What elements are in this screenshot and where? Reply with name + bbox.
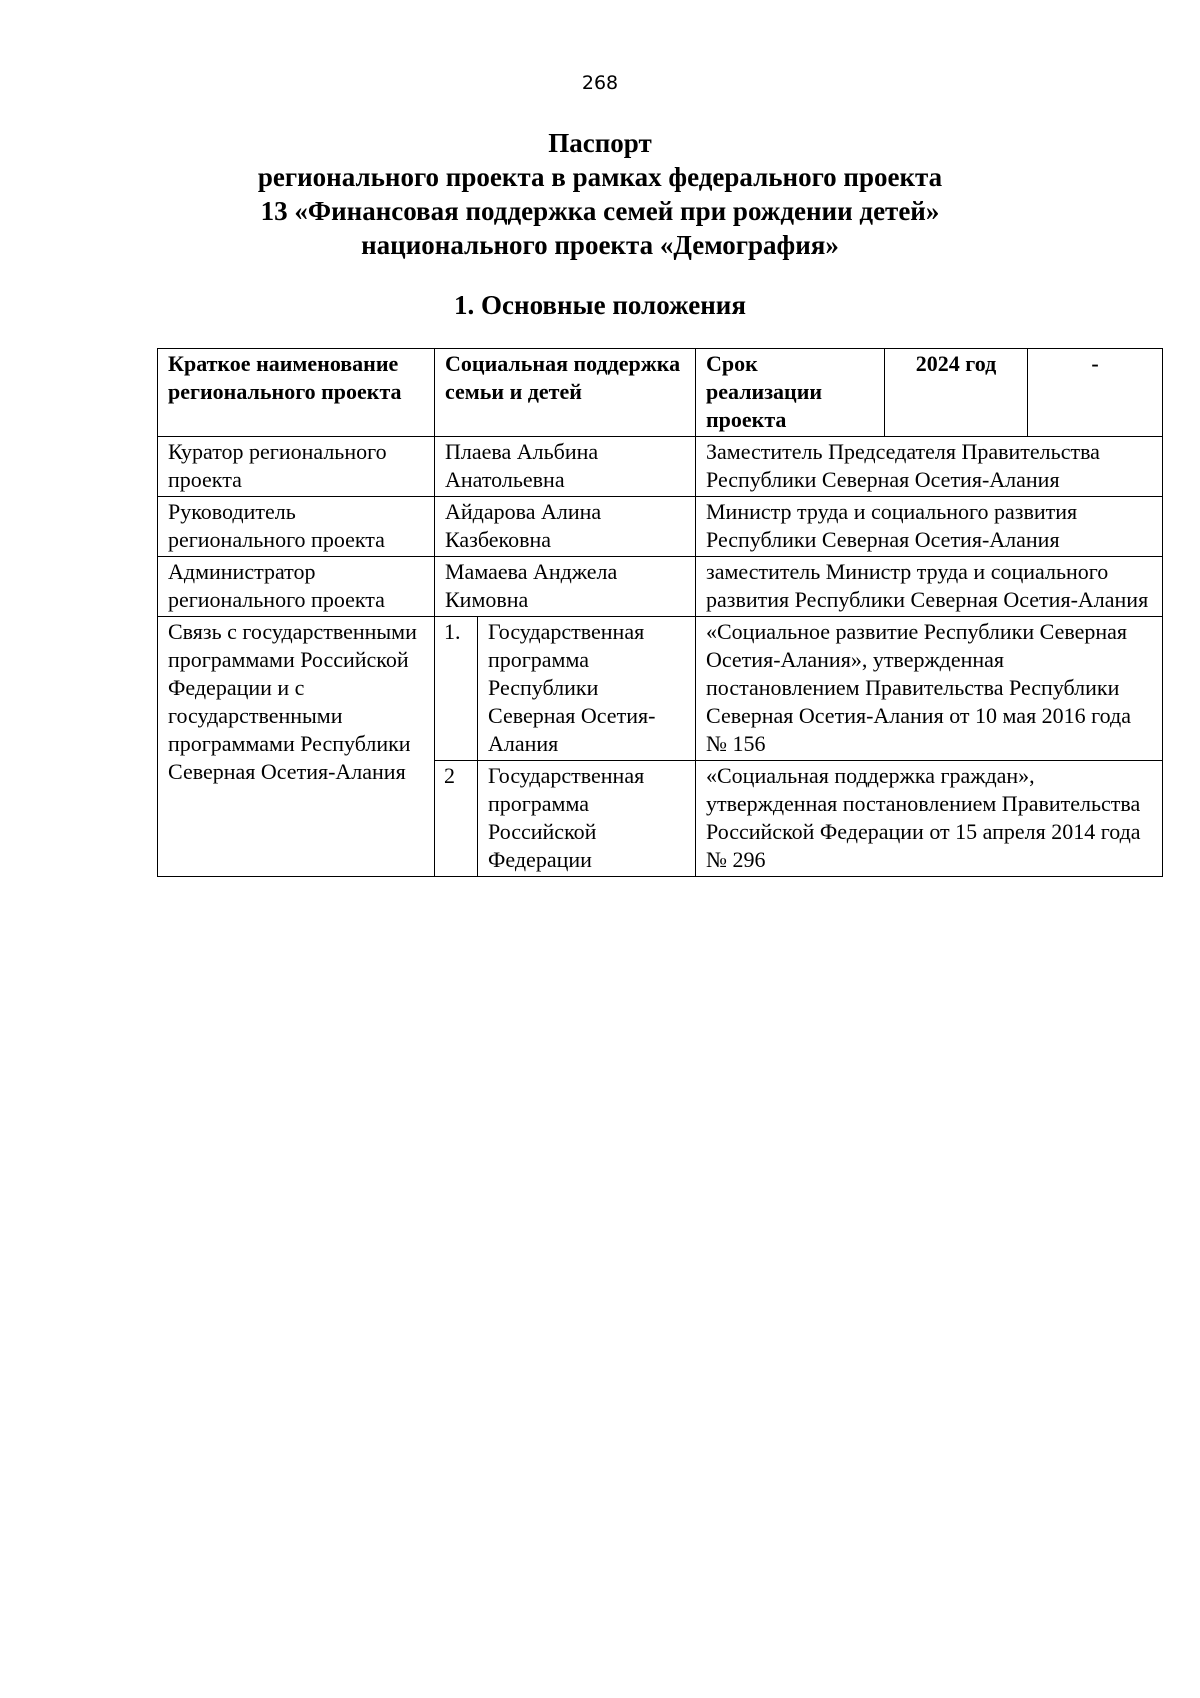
row-position: Министр труда и социального развития Республики Северная Осетия-Алания [696,497,1163,557]
program-number: 2 [435,761,478,877]
row-person-name: Мамаева Анджела Кимовна [435,557,696,617]
section-heading: 1. Основные положения [454,290,746,320]
row-position: Заместитель Председателя Правительства Республики Северная Осетия-Алания [696,437,1163,497]
programs-label: Связь с государственными программами Российской Федерации и с государственными программами Республики Северная Осетия-Алания [158,617,435,877]
document-title [0,126,1200,262]
term-end: - [1028,349,1163,437]
project-name-value: Социальная поддержка семьи и детей [435,349,696,437]
title-line-2: регионального проекта в рамках федерального проекта [257,162,943,192]
table-row [158,497,1163,557]
term-label: Срок реализации проекта [696,349,885,437]
page-number: 268 [581,72,619,94]
table-row [158,557,1163,617]
row-position: заместитель Министр труда и социального развития Республики Северная Осетия-Алания [696,557,1163,617]
program-details: «Социальное развитие Республики Северная Осетия-Алания», утвержденная постановлением Правительства Республики Северная Осетия-Алания от 10 мая 2016 года № 156 [696,617,1163,761]
title-line-1: Паспорт [548,128,652,158]
program-type: Государственная программа Республики Северная Осетия-Алания [478,617,696,761]
project-passport-table [157,348,1163,877]
row-label: Администратор регионального проекта [158,557,435,617]
title-line-4: национального проекта «Демография» [361,230,839,260]
program-row [158,617,1163,761]
title-line-3: 13 «Финансовая поддержка семей при рождении детей» [260,196,940,226]
program-type: Государственная программа Российской Федерации [478,761,696,877]
row-person-name: Айдарова Алина Казбековна [435,497,696,557]
program-number: 1. [435,617,478,761]
program-details: «Социальная поддержка граждан», утвержденная постановлением Правительства Российской Федерации от 15 апреля 2014 года № 296 [696,761,1163,877]
table-header-row [158,349,1163,437]
row-label: Руководитель регионального проекта [158,497,435,557]
table-row [158,437,1163,497]
row-label: Куратор регионального проекта [158,437,435,497]
project-name-label: Краткое наименование регионального проекта [158,349,435,437]
row-person-name: Плаева Альбина Анатольевна [435,437,696,497]
term-start: 2024 год [885,349,1028,437]
